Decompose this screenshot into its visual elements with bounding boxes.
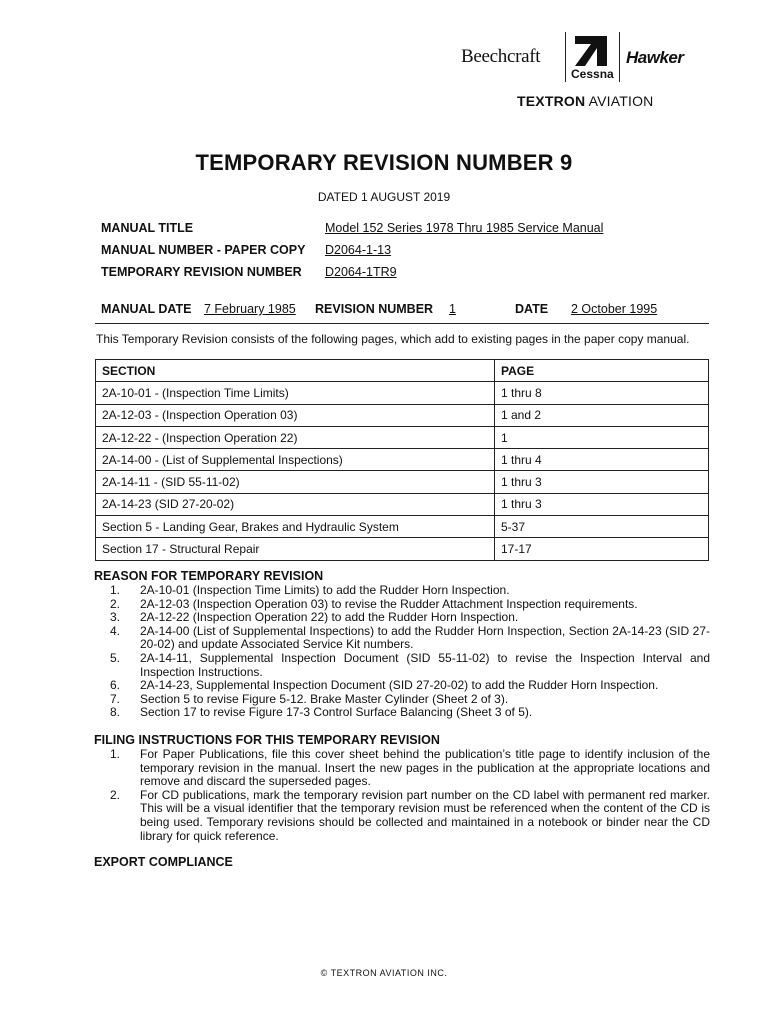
filing-heading: FILING INSTRUCTIONS FOR THIS TEMPORARY REVISION <box>94 733 440 747</box>
item-text: For Paper Publications, file this cover sheet behind the publication’s title page to identify inclusion of the temporary revision in the manual. Insert the new pages in the publication at the appropriate locations and remove and discard the superseded pages. <box>140 747 710 789</box>
cell-section: 2A-12-22 - (Inspection Operation 22) <box>96 426 495 448</box>
item-number: 2. <box>110 596 121 611</box>
document-title: TEMPORARY REVISION NUMBER 9 <box>195 150 573 175</box>
meta-label: MANUAL NUMBER - PAPER COPY <box>101 243 306 257</box>
list-item <box>110 652 710 679</box>
item-text: 2A-12-22 (Inspection Operation 22) to add the Rudder Horn Inspection. <box>140 610 519 625</box>
revision-number-label: REVISION NUMBER <box>315 302 434 316</box>
divider-line <box>95 323 709 324</box>
item-number: 3. <box>110 610 121 625</box>
cell-page: 1 thru 3 <box>495 471 709 493</box>
item-text: 2A-12-03 (Inspection Operation 03) to revise the Rudder Attachment Inspection requirements. <box>140 596 638 611</box>
filing-list <box>110 748 710 843</box>
manual-date-label: MANUAL DATE <box>101 302 192 316</box>
beechcraft-logo: Beechcraft <box>461 46 541 67</box>
sections-table <box>95 359 709 561</box>
table-row <box>96 493 709 515</box>
table-row <box>96 516 709 538</box>
item-number: 1. <box>110 747 121 761</box>
cell-section: 2A-12-03 - (Inspection Operation 03) <box>96 404 495 426</box>
header-section: SECTION <box>96 360 495 382</box>
list-item <box>110 693 710 707</box>
list-item <box>110 679 710 693</box>
meta-value: Model 152 Series 1978 Thru 1985 Service Manual <box>325 221 604 235</box>
textron-aviation-logo <box>517 93 654 109</box>
cell-section: Section 5 - Landing Gear, Brakes and Hydraulic System <box>96 516 495 538</box>
reason-heading: REASON FOR TEMPORARY REVISION <box>94 569 324 583</box>
list-item <box>110 748 710 789</box>
brand-logos <box>455 30 715 115</box>
table-row <box>96 449 709 471</box>
manual-date-value: 7 February 1985 <box>204 302 296 316</box>
intro-text: This Temporary Revision consists of the following pages, which add to existing pages in the paper copy manual. <box>96 332 690 346</box>
cell-page: 1 thru 4 <box>495 449 709 471</box>
item-number: 5. <box>110 650 121 665</box>
hawker-logo: Hawker <box>626 48 684 67</box>
cell-section: 2A-14-00 - (List of Supplemental Inspections) <box>96 449 495 471</box>
cell-page: 17-17 <box>495 538 709 560</box>
item-number: 6. <box>110 678 121 693</box>
cell-section: 2A-10-01 - (Inspection Time Limits) <box>96 382 495 404</box>
list-item <box>110 598 710 612</box>
logo-divider <box>565 32 566 82</box>
aviation-word: AVIATION <box>588 93 654 109</box>
meta-label: MANUAL TITLE <box>101 221 194 235</box>
textron-word: TEXTRON <box>517 93 586 109</box>
item-text: 2A-10-01 (Inspection Time Limits) to add the Rudder Horn Inspection. <box>140 583 510 597</box>
table-row <box>96 382 709 404</box>
item-number: 8. <box>110 705 121 720</box>
meta-label: TEMPORARY REVISION NUMBER <box>101 265 302 279</box>
reason-list <box>110 584 710 720</box>
item-text: 2A-14-11, Supplemental Inspection Document (SID 55-11-02) to revise the Inspection Interval and Inspection Instructions. <box>140 650 710 679</box>
meta-value: D2064-1TR9 <box>325 265 397 279</box>
cell-section: Section 17 - Structural Repair <box>96 538 495 560</box>
cell-page: 1 thru 3 <box>495 493 709 515</box>
cell-page: 1 <box>495 426 709 448</box>
list-item <box>110 789 710 843</box>
cell-section: 2A-14-11 - (SID 55-11-02) <box>96 471 495 493</box>
date-value: 2 October 1995 <box>571 302 658 316</box>
cessna-logo-text: Cessna <box>571 67 614 81</box>
table-row <box>96 426 709 448</box>
cell-page: 1 and 2 <box>495 404 709 426</box>
date-label: DATE <box>515 302 549 316</box>
list-item <box>110 584 710 598</box>
cessna-emblem-icon <box>573 34 609 68</box>
item-number: 2. <box>110 787 121 802</box>
item-number: 7. <box>110 691 121 706</box>
table-row <box>96 538 709 560</box>
item-text: Section 5 to revise Figure 5-12. Brake Master Cylinder (Sheet 2 of 3). <box>140 691 509 706</box>
header-page: PAGE <box>495 360 709 382</box>
item-text: For CD publications, mark the temporary revision part number on the CD label with permanent red marker. This will be a visual identifier that the temporary revision must be referenced when the content of the CD is being used. Temporary revisions should be collected and maintained in a notebook or binder near the CD library for quick reference. <box>140 787 710 843</box>
list-item <box>110 706 710 720</box>
cell-section: 2A-14-23 (SID 27-20-02) <box>96 493 495 515</box>
item-text: 2A-14-23, Supplemental Inspection Document (SID 27-20-02) to add the Rudder Horn Inspection. <box>140 678 659 693</box>
item-text: 2A-14-00 (List of Supplemental Inspections) to add the Rudder Horn Inspection, Section 2A-14-23 (SID 27-20-02) and update Associated Service Kit numbers. <box>140 623 710 652</box>
list-item <box>110 625 710 652</box>
cell-page: 5-37 <box>495 516 709 538</box>
document-date: DATED 1 AUGUST 2019 <box>317 190 451 204</box>
logo-divider <box>619 32 620 82</box>
meta-value: D2064-1-13 <box>325 243 392 257</box>
table-row <box>96 471 709 493</box>
item-number: 1. <box>110 583 121 597</box>
table-header-row <box>96 360 709 382</box>
list-item <box>110 611 710 625</box>
item-number: 4. <box>110 623 121 638</box>
revision-number-value: 1 <box>449 302 456 316</box>
table-row <box>96 404 709 426</box>
item-text: Section 17 to revise Figure 17-3 Control Surface Balancing (Sheet 3 of 5). <box>140 705 533 720</box>
export-heading: EXPORT COMPLIANCE <box>94 855 233 869</box>
copyright-footer: © TEXTRON AVIATION INC. <box>320 968 448 978</box>
cell-page: 1 thru 8 <box>495 382 709 404</box>
